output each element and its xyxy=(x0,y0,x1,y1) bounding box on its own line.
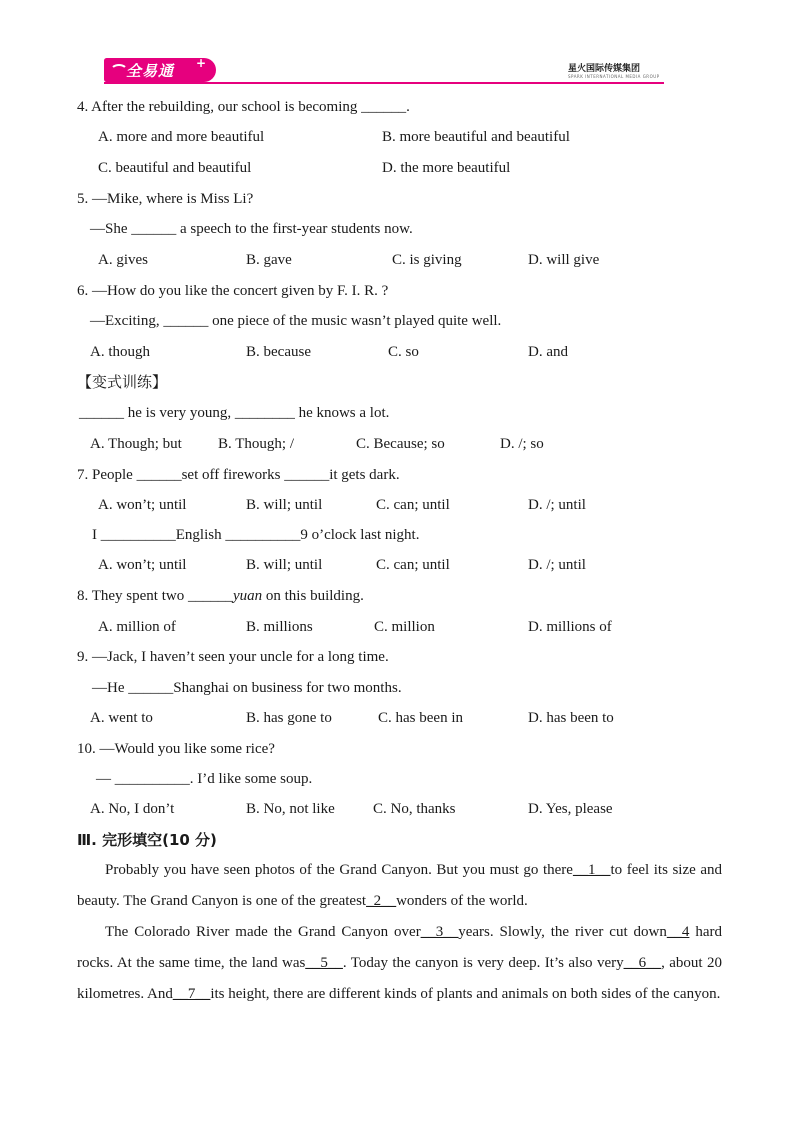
publisher-name: 星火国际传媒集团 xyxy=(568,64,641,74)
q8-option-b: B. millions xyxy=(246,619,313,635)
q7-option-c: C. can; until xyxy=(376,497,450,513)
q10-option-a: A. No, I don’t xyxy=(90,801,175,817)
q9-option-b: B. has gone to xyxy=(246,710,332,726)
q10-option-d: D. Yes, please xyxy=(528,801,613,817)
variant-stem: ______ he is very young, ________ he knows a lot. xyxy=(79,405,390,421)
cloze-paragraph-1 xyxy=(77,855,722,917)
q9-option-c: C. has been in xyxy=(378,710,463,726)
blank-5: __5__ xyxy=(305,955,343,971)
q4-option-c: C. beautiful and beautiful xyxy=(98,160,252,176)
question-8-stem xyxy=(77,587,364,605)
q6-option-c: C. so xyxy=(388,344,419,360)
question-7-stem2: I __________English __________9 o’clock last night. xyxy=(92,527,420,543)
p1-text-1: Probably you have seen photos of the Grand Canyon. But you must go there xyxy=(105,862,573,878)
q7b-option-d: D. /; until xyxy=(528,557,586,573)
q6-option-d: D. and xyxy=(528,344,568,360)
q4-option-b: B. more beautiful and beautiful xyxy=(382,129,570,145)
question-6-line1: 6. —How do you like the concert given by F. I. R. ? xyxy=(77,283,389,299)
p1-text-2: to feel its size and beauty. The Grand Canyon is one of the greatest xyxy=(77,862,723,909)
q5-option-a: A. gives xyxy=(98,252,148,268)
question-7-stem: 7. People ______set off fireworks ______it gets dark. xyxy=(77,467,400,483)
q5-option-c: C. is giving xyxy=(392,252,462,268)
p2-text-6: its height, there are different kinds of plants and animals on both sides of the canyon. xyxy=(210,986,721,1002)
question-5-line1: 5. —Mike, where is Miss Li? xyxy=(77,191,254,207)
publisher-name-en: SPARK INTERNATIONAL MEDIA GROUP xyxy=(568,74,660,79)
question-9-line1: 9. —Jack, I haven’t seen your uncle for a long time. xyxy=(77,649,389,665)
p2-text-5: , about 20 kilometres. And xyxy=(77,955,722,1002)
question-4-stem: 4. After the rebuilding, our school is becoming ______. xyxy=(77,99,410,115)
question-9-line2: —He ______Shanghai on business for two months. xyxy=(92,680,402,696)
q6-option-b: B. because xyxy=(246,344,311,360)
cloze-paragraph-2 xyxy=(77,917,722,1010)
q8-stem-italic: yuan xyxy=(232,588,263,604)
blank-1: __1__ xyxy=(572,862,611,878)
blank-7: __7__ xyxy=(172,986,211,1002)
q7b-option-c: C. can; until xyxy=(376,557,450,573)
q4-option-d: D. the more beautiful xyxy=(382,160,511,176)
variant-option-a: A. Though; but xyxy=(90,436,182,452)
q6-option-a: A. though xyxy=(90,344,150,360)
p2-text-4: . Today the canyon is very deep. It’s also very xyxy=(342,955,624,971)
question-10-line2: — __________. I’d like some soup. xyxy=(96,771,313,787)
q8-stem-before: 8. They spent two ______ xyxy=(77,588,233,604)
blank-3: __3__ xyxy=(420,924,459,940)
logo-text: 全易通 xyxy=(126,62,175,80)
header-rule xyxy=(104,82,664,84)
q10-option-b: B. No, not like xyxy=(246,801,335,817)
question-5-line2: —She ______ a speech to the first-year students now. xyxy=(90,221,413,237)
q4-option-a: A. more and more beautiful xyxy=(98,129,265,145)
q8-option-c: C. million xyxy=(374,619,435,635)
blank-2: _2__ xyxy=(366,893,397,909)
q7b-option-b: B. will; until xyxy=(246,557,323,573)
q9-option-d: D. has been to xyxy=(528,710,614,726)
q7-option-b: B. will; until xyxy=(246,497,323,513)
variant-title: 【变式训练】 xyxy=(77,375,168,391)
q9-option-a: A. went to xyxy=(90,710,153,726)
question-6-line2: —Exciting, ______ one piece of the music wasn’t played quite well. xyxy=(90,313,502,329)
q8-stem-after: on this building. xyxy=(262,588,364,604)
q5-option-d: D. will give xyxy=(528,252,600,268)
p2-text-1: The Colorado River made the Grand Canyon over xyxy=(105,924,421,940)
q7-option-d: D. /; until xyxy=(528,497,586,513)
q8-option-a: A. million of xyxy=(98,619,176,635)
q5-option-b: B. gave xyxy=(246,252,292,268)
q7b-option-a: A. won’t; until xyxy=(98,557,187,573)
p2-text-2: years. Slowly, the river cut down xyxy=(458,924,667,940)
logo-plus: + xyxy=(196,56,207,70)
blank-6: __6__ xyxy=(623,955,662,971)
section-3-title: Ⅲ. 完形填空(10 分) xyxy=(77,831,217,849)
brand-logo xyxy=(104,58,216,82)
p2-text-3: hard rocks. At the same time, the land was xyxy=(77,924,722,971)
q7-option-a: A. won’t; until xyxy=(98,497,187,513)
blank-4: __4 xyxy=(666,924,690,940)
p1-text-3: wonders of the world. xyxy=(396,893,528,909)
question-10-line1: 10. —Would you like some rice? xyxy=(77,741,275,757)
variant-option-b: B. Though; / xyxy=(218,436,294,452)
q8-option-d: D. millions of xyxy=(528,619,612,635)
q10-option-c: C. No, thanks xyxy=(373,801,456,817)
variant-option-c: C. Because; so xyxy=(356,436,445,452)
variant-option-d: D. /; so xyxy=(500,436,544,452)
